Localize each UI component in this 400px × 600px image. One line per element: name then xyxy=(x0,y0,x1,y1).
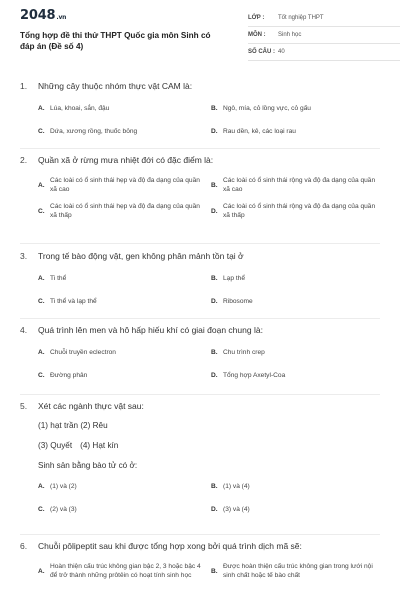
options xyxy=(38,348,380,380)
plant-item: (4) Hạt kín xyxy=(80,441,119,450)
option-text: Được hoàn thiện cấu trúc không gian trong lưới nội sinh chất hoặc tế bào chất xyxy=(223,563,373,579)
option-text: Dứa, xương rồng, thuốc bỏng xyxy=(50,128,138,135)
option-d[interactable] xyxy=(211,202,384,220)
meta-value: Tốt nghiệp THPT xyxy=(278,15,324,21)
question-6 xyxy=(20,540,380,580)
option-c[interactable] xyxy=(38,297,211,306)
divider xyxy=(20,394,380,395)
question-number: 6. xyxy=(20,541,28,551)
question-number: 3. xyxy=(20,251,28,261)
option-text: Các loài có ổ sinh thái hẹp và độ đa dạng của quần xã thấp xyxy=(50,203,200,219)
option-text: Các loài có ổ sinh thái hẹp và độ đa dạng của quần xã cao xyxy=(50,177,200,193)
option-b[interactable] xyxy=(211,274,384,283)
option-a[interactable] xyxy=(38,274,211,283)
option-text: Lúa, khoai, sắn, đậu xyxy=(50,105,110,112)
option-text: Ribosome xyxy=(223,298,253,305)
option-d[interactable] xyxy=(211,297,384,306)
option-a[interactable] xyxy=(38,562,211,580)
option-letter: D. xyxy=(211,372,218,379)
option-letter: B. xyxy=(211,105,218,112)
option-letter: B. xyxy=(211,275,218,282)
option-a[interactable] xyxy=(38,482,211,491)
option-a[interactable] xyxy=(38,176,211,194)
option-letter: C. xyxy=(38,506,45,513)
meta-value: Sinh học xyxy=(278,32,302,38)
option-letter: C. xyxy=(38,207,45,215)
question-text: Xét các ngành thực vật sau: xyxy=(38,401,144,411)
option-letter: A. xyxy=(38,349,45,356)
question-number: 5. xyxy=(20,401,28,411)
option-letter: B. xyxy=(211,181,218,189)
option-text: (1) và (4) xyxy=(223,483,250,490)
divider xyxy=(20,148,380,149)
meta-key: MÔN : xyxy=(248,32,266,38)
options xyxy=(38,562,380,580)
options xyxy=(38,176,380,220)
question-number: 4. xyxy=(20,325,28,335)
question-text: Những cây thuộc nhóm thực vật CAM là: xyxy=(38,81,193,91)
question-text: Quần xã ở rừng mưa nhiệt đới có đặc điểm là: xyxy=(38,155,214,165)
option-c[interactable] xyxy=(38,371,211,380)
option-text: Lạp thể xyxy=(223,275,245,282)
option-text: (1) và (2) xyxy=(50,483,77,490)
option-text: Ngô, mía, cỏ lồng vực, cỏ gấu xyxy=(223,105,311,112)
meta-row-class xyxy=(248,10,400,27)
option-b[interactable] xyxy=(211,348,384,357)
option-letter: D. xyxy=(211,506,218,513)
option-text: Rau dền, kê, các loại rau xyxy=(223,128,296,135)
option-text: Chu trình crep xyxy=(223,349,265,356)
option-text: Chuỗi truyền eclectron xyxy=(50,349,116,356)
option-text: Ti thể xyxy=(50,275,67,282)
option-letter: B. xyxy=(211,349,218,356)
meta-value: 40 xyxy=(278,49,285,55)
option-text: (3) và (4) xyxy=(223,506,250,513)
option-letter: C. xyxy=(38,128,45,135)
option-text: Ti thể và lạp thể xyxy=(50,298,97,305)
option-letter: A. xyxy=(38,275,45,282)
logo-suffix: .vn xyxy=(56,14,67,21)
plant-list-line-2 xyxy=(38,440,380,452)
question-3 xyxy=(20,250,380,306)
option-b[interactable] xyxy=(211,562,384,580)
option-letter: D. xyxy=(211,128,218,135)
document-meta xyxy=(248,10,400,61)
document-title: Tổng hợp đề thi thử THPT Quốc gia môn Sinh có đáp án (Đề số 4) xyxy=(20,31,211,51)
option-letter: A. xyxy=(38,105,45,112)
question-text: Quá trình lên men và hô hấp hiếu khí có giai đoạn chung là: xyxy=(38,325,263,335)
option-a[interactable] xyxy=(38,348,211,357)
option-a[interactable] xyxy=(38,104,211,113)
divider xyxy=(20,534,380,535)
option-letter: C. xyxy=(38,298,45,305)
option-letter: B. xyxy=(211,567,218,575)
sub-question: Sinh sản bằng bào tử có ở: xyxy=(38,461,138,470)
options xyxy=(38,482,380,514)
option-letter: C. xyxy=(38,372,45,379)
option-letter: D. xyxy=(211,207,218,215)
question-number: 1. xyxy=(20,81,28,91)
option-b[interactable] xyxy=(211,104,384,113)
option-b[interactable] xyxy=(211,482,384,491)
question-number: 2. xyxy=(20,155,28,165)
option-letter: A. xyxy=(38,483,45,490)
option-d[interactable] xyxy=(211,371,384,380)
option-text: Các loài có ổ sinh thái rộng và độ đa dạng của quần xã thấp xyxy=(223,203,376,219)
meta-key: SỐ CÂU : xyxy=(248,49,275,55)
options xyxy=(38,104,380,136)
question-text: Trong tế bào động vật, gen không phân mảnh tồn tại ở xyxy=(38,251,244,261)
divider xyxy=(20,318,380,319)
site-logo[interactable] xyxy=(20,8,66,23)
document-header xyxy=(20,0,380,78)
option-letter: B. xyxy=(211,483,218,490)
option-c[interactable] xyxy=(38,505,211,514)
option-letter: A. xyxy=(38,567,45,575)
plant-list-line-1: (1) hạt trần (2) Rêu xyxy=(38,421,108,430)
option-letter: A. xyxy=(38,181,45,189)
option-d[interactable] xyxy=(211,127,384,136)
option-c[interactable] xyxy=(38,202,211,220)
option-text: Tổng hợp Axetyl-Coa xyxy=(223,372,286,379)
plant-item: (3) Quyết xyxy=(38,441,73,450)
option-text: (2) và (3) xyxy=(50,506,77,513)
question-4 xyxy=(20,324,380,380)
meta-key: LỚP : xyxy=(248,15,265,21)
logo-text: 2048 xyxy=(20,8,56,23)
option-d[interactable] xyxy=(211,505,384,514)
option-c[interactable] xyxy=(38,127,211,136)
question-2 xyxy=(20,154,380,220)
question-text: Chuỗi pôlipeptit sau khi được tổng hợp xong bởi quá trình dịch mã sẽ: xyxy=(38,541,302,551)
meta-row-count xyxy=(248,44,400,61)
divider xyxy=(20,243,380,244)
options xyxy=(38,274,380,306)
option-letter: D. xyxy=(211,298,218,305)
option-text: Hoàn thiện cấu trúc không gian bậc 2, 3 hoặc bậc 4 để trở thành những prôtêin có hoạt tính sinh học xyxy=(50,563,201,579)
option-b[interactable] xyxy=(211,176,384,194)
question-1 xyxy=(20,80,380,136)
option-text: Đường phân xyxy=(50,372,88,379)
question-5 xyxy=(20,400,380,514)
option-text: Các loài có ổ sinh thái rộng và độ đa dạng của quần xã cao xyxy=(223,177,376,193)
meta-row-subject xyxy=(248,27,400,44)
